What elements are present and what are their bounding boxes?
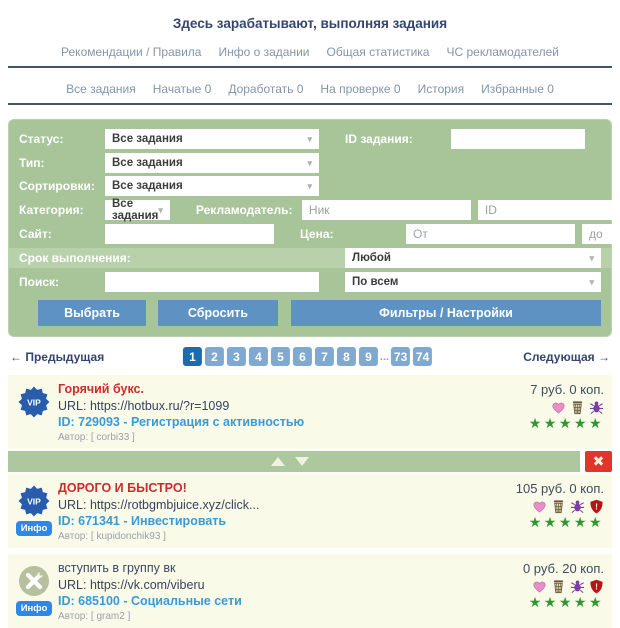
advertiser-label: Рекламодатель: [195,203,293,217]
task-author: Автор: [ corbi33 ] [58,432,135,443]
task-title[interactable]: ДОРОГО И БЫСТРО! [58,481,187,495]
bug-icon[interactable] [570,499,585,514]
nav-rework[interactable]: Доработать 0 [228,82,304,96]
task-id-link[interactable]: ID: 671341 - Инвестировать [58,514,227,528]
sorting-select-value: Все задания [112,180,183,192]
nav-all-tasks[interactable]: Все задания [66,82,136,96]
trash-icon[interactable] [551,579,566,594]
move-up-icon[interactable] [271,457,285,466]
chevron-down-icon: ▾ [158,204,163,215]
pagination [10,347,610,367]
task-url: URL: https://vk.com/viberu [58,577,205,592]
filters-settings-button[interactable]: Фильтры / Настройки [291,300,601,326]
task-divider-row [8,451,612,472]
task-title[interactable]: вступить в группу вк [58,561,176,575]
divider-line [8,103,612,105]
task-id-link[interactable]: ID: 729093 - Регистрация с активностью [58,415,305,429]
task-1-badges [14,381,54,443]
rating-stars[interactable]: ★★★★★ [528,515,604,531]
svg-text:VIP: VIP [27,397,41,408]
task-author: Автор: [ kupidonchik93 ] [58,531,166,542]
task-action-icons [444,579,604,594]
task-3-meta [444,560,604,622]
task-3-text [54,560,444,622]
category-select[interactable] [105,200,170,220]
close-button[interactable] [585,451,612,472]
advertiser-id-input[interactable] [478,200,620,220]
svg-text:!: ! [595,581,598,592]
svg-text:VIP: VIP [27,496,41,507]
bug-icon[interactable] [589,400,604,415]
page-button-73[interactable]: 73 [391,347,410,366]
vip-badge-icon[interactable] [18,386,50,418]
nav-history[interactable]: История [417,82,465,96]
category-select-value: Все задания [112,198,159,222]
price-to-input[interactable] [582,224,620,244]
nav-task-info[interactable]: Инфо о задании [218,45,310,59]
search-input[interactable] [105,272,319,292]
page-buttons [183,347,432,366]
task-row-3 [8,554,612,628]
tools-badge-icon[interactable] [18,565,50,597]
task-row-1 [8,375,612,449]
secondary-nav [0,82,620,96]
previous-page-link[interactable]: ← Предыдущая [10,350,105,364]
heart-icon[interactable] [532,499,547,514]
task-id-input[interactable] [451,129,585,149]
nav-recommendations-rules[interactable]: Рекомендации / Правила [61,45,202,59]
page-button-5[interactable]: 5 [271,347,290,366]
next-page-link[interactable]: Следующая → [523,350,610,364]
vip-badge-icon[interactable] [18,485,50,517]
nav-advertiser-blacklist[interactable]: ЧС рекламодателей [446,45,559,59]
chevron-down-icon: ▾ [307,180,312,191]
type-select[interactable] [105,153,319,173]
site-input[interactable] [105,224,274,244]
page-button-9[interactable]: 9 [359,347,378,366]
trash-icon[interactable] [570,400,585,415]
trash-icon[interactable] [551,499,566,514]
type-select-value: Все задания [112,157,183,169]
heart-icon[interactable] [532,579,547,594]
task-action-icons [444,400,604,415]
status-label: Статус: [19,132,64,146]
task-title[interactable]: Горячий букс. [58,382,144,396]
task-id-link[interactable]: ID: 685100 - Социальные сети [58,594,242,608]
chevron-down-icon: ▾ [307,157,312,168]
rating-stars[interactable]: ★★★★★ [528,416,604,432]
page-button-4[interactable]: 4 [249,347,268,366]
primary-nav [0,45,620,59]
reset-button[interactable]: Сбросить [158,300,278,326]
type-label: Тип: [19,156,45,170]
task-row-2 [8,474,612,548]
status-select[interactable] [105,129,319,149]
task-price: 7 руб. 0 коп. [530,382,604,397]
task-2-meta [444,480,604,542]
search-scope-value: По всем [352,276,399,288]
task-url: URL: https://rotbgmbjuice.xyz/click... [58,497,260,512]
info-badge[interactable]: Инфо [16,601,53,616]
duration-label: Срок выполнения: [19,251,131,265]
page-title: Здесь зарабатывают, выполняя задания [172,16,448,31]
select-button[interactable]: Выбрать [38,300,146,326]
task-action-icons [444,499,604,514]
advertiser-nick-input[interactable] [302,200,471,220]
heart-icon[interactable] [551,400,566,415]
alert-shield-icon[interactable] [589,579,604,594]
divider-line [8,66,612,68]
price-label: Цена: [300,227,334,241]
chevron-down-icon: ▾ [589,252,594,263]
task-2-text [54,480,444,542]
page-button-6[interactable]: 6 [293,347,312,366]
search-label: Поиск: [19,275,60,289]
alert-shield-icon[interactable] [589,499,604,514]
status-select-value: Все задания [112,133,183,145]
divider-bar [8,451,580,472]
svg-text:!: ! [595,501,598,512]
category-label: Категория: [19,203,84,217]
nav-started[interactable]: Начатые 0 [152,82,212,96]
task-url: URL: https://hotbux.ru/?r=1099 [58,398,230,413]
task-2-badges [14,480,54,542]
nav-general-stats[interactable]: Общая статистика [326,45,430,59]
sorting-label: Сортировки: [19,179,95,193]
bug-icon[interactable] [570,579,585,594]
move-down-icon[interactable] [295,457,309,466]
task-3-badges [14,560,54,622]
sorting-select[interactable] [105,176,319,196]
chevron-down-icon: ▾ [307,133,312,144]
nav-favorites[interactable]: Избранные 0 [481,82,554,96]
chevron-down-icon: ▾ [589,276,594,287]
pagination-ellipsis: ... [379,350,390,363]
price-from-input[interactable] [406,224,575,244]
info-badge[interactable]: Инфо [16,521,53,536]
filter-form [8,119,612,337]
page-button-1[interactable]: 1 [183,347,202,366]
duration-select[interactable] [345,248,601,268]
task-id-label: ID задания: [345,132,413,146]
page-button-8[interactable]: 8 [337,347,356,366]
close-icon: ✖ [592,453,605,470]
filter-buttons-row [19,300,601,326]
page-button-7[interactable]: 7 [315,347,334,366]
task-1-meta [444,381,604,443]
page-button-2[interactable]: 2 [205,347,224,366]
task-price: 105 руб. 0 коп. [515,481,604,496]
search-scope-select[interactable] [345,272,601,292]
duration-select-value: Любой [352,252,391,264]
page-button-3[interactable]: 3 [227,347,246,366]
task-author: Автор: [ gram2 ] [58,611,131,622]
page-button-74[interactable]: 74 [413,347,432,366]
task-1-text [54,381,444,443]
nav-on-review[interactable]: На проверке 0 [320,82,401,96]
site-label: Сайт: [19,227,52,241]
rating-stars[interactable]: ★★★★★ [528,595,604,611]
task-price: 0 руб. 20 коп. [522,561,604,576]
